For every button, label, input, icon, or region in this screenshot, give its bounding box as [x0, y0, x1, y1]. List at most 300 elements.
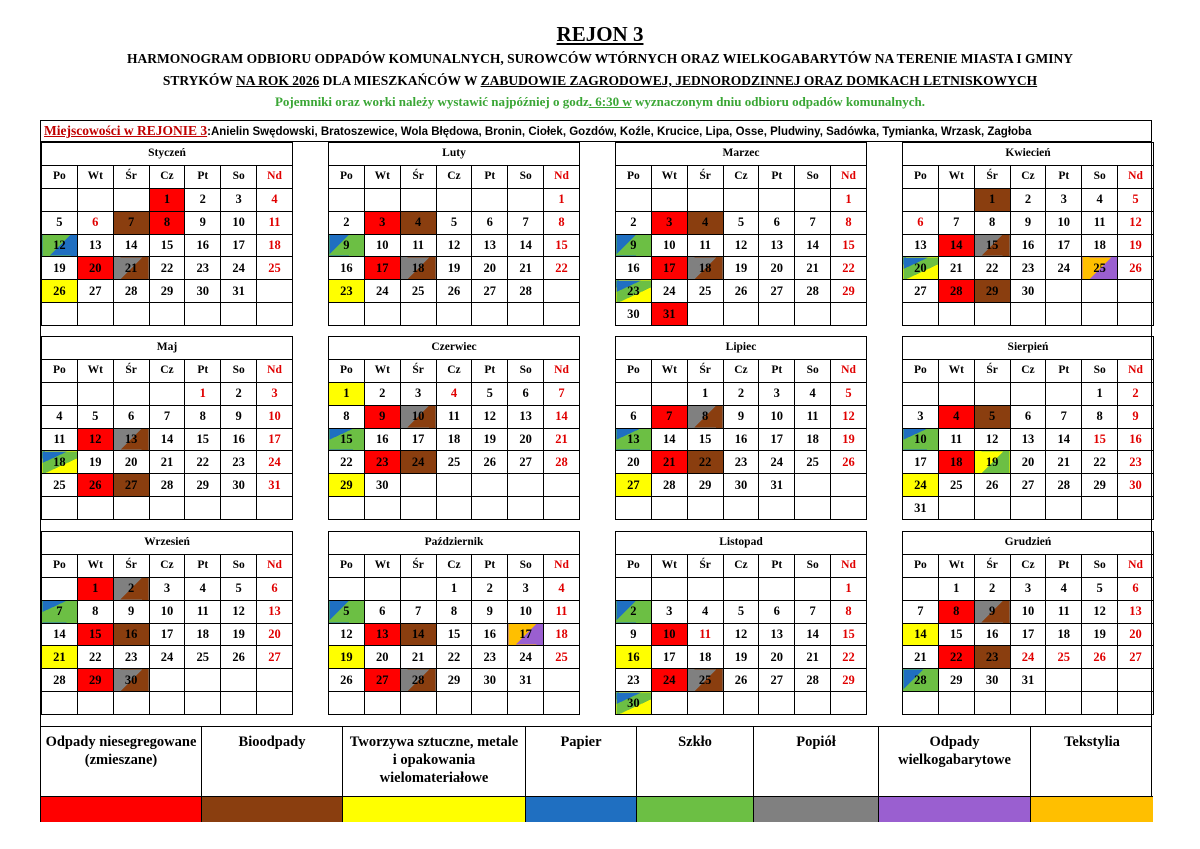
day-cell: 13	[903, 234, 939, 257]
day-cell: 10	[149, 600, 185, 623]
month-4	[41, 336, 293, 520]
day-cell: 23	[1010, 257, 1046, 280]
empty-day	[544, 669, 580, 692]
day-cell: 13	[1010, 428, 1046, 451]
day-cell: 2	[113, 577, 149, 600]
day-cell: 28	[903, 669, 939, 692]
weekday-header: Po	[42, 554, 78, 577]
day-cell: 3	[508, 577, 544, 600]
day-cell: 13	[508, 405, 544, 428]
day-cell: 17	[1010, 623, 1046, 646]
day-cell: 18	[938, 451, 974, 474]
weekday-header: Śr	[113, 359, 149, 382]
day-cell: 4	[42, 405, 78, 428]
weekday-header: Wt	[77, 554, 113, 577]
day-cell: 24	[400, 451, 436, 474]
day-cell: 4	[687, 211, 723, 234]
empty-day	[831, 474, 867, 497]
day-cell: 8	[1082, 405, 1118, 428]
weekday-header: Śr	[687, 554, 723, 577]
day-cell: 5	[974, 405, 1010, 428]
day-cell: 21	[903, 646, 939, 669]
day-cell: 15	[77, 623, 113, 646]
empty-day	[795, 303, 831, 326]
empty-day	[329, 497, 365, 520]
day-cell: 3	[1046, 188, 1082, 211]
weekday-header: Cz	[149, 165, 185, 188]
month-name: Sierpień	[903, 337, 1154, 360]
day-cell: 30	[221, 474, 257, 497]
month-name: Luty	[329, 143, 580, 166]
day-cell: 19	[472, 428, 508, 451]
day-cell: 19	[1082, 623, 1118, 646]
empty-day	[329, 692, 365, 715]
empty-day	[400, 692, 436, 715]
day-cell: 20	[508, 428, 544, 451]
day-cell: 25	[544, 646, 580, 669]
empty-day	[113, 188, 149, 211]
empty-day	[257, 669, 293, 692]
empty-day	[974, 303, 1010, 326]
day-cell: 26	[974, 474, 1010, 497]
day-cell: 6	[759, 600, 795, 623]
day-cell: 25	[42, 474, 78, 497]
day-cell: 12	[1082, 600, 1118, 623]
day-cell: 14	[651, 428, 687, 451]
empty-day	[400, 497, 436, 520]
day-cell: 27	[1010, 474, 1046, 497]
weekday-header: So	[221, 554, 257, 577]
day-cell: 25	[185, 646, 221, 669]
day-cell: 26	[42, 280, 78, 303]
day-cell: 21	[149, 451, 185, 474]
weekday-header: Po	[903, 165, 939, 188]
day-cell: 17	[759, 428, 795, 451]
empty-day	[185, 303, 221, 326]
day-cell: 2	[616, 600, 652, 623]
day-cell: 10	[651, 623, 687, 646]
day-cell: 3	[903, 405, 939, 428]
weekday-header: Wt	[364, 359, 400, 382]
day-cell: 24	[651, 280, 687, 303]
weekday-header: Śr	[974, 165, 1010, 188]
empty-day	[1082, 280, 1118, 303]
empty-day	[436, 303, 472, 326]
weekday-header: Pt	[1046, 359, 1082, 382]
day-cell: 29	[938, 669, 974, 692]
day-cell: 1	[938, 577, 974, 600]
day-cell: 29	[329, 474, 365, 497]
weekday-header: Nd	[257, 554, 293, 577]
day-cell: 7	[795, 600, 831, 623]
day-cell: 3	[651, 211, 687, 234]
day-cell: 7	[1046, 405, 1082, 428]
day-cell: 8	[687, 405, 723, 428]
day-cell: 31	[759, 474, 795, 497]
day-cell: 8	[77, 600, 113, 623]
legend-label: Popiół	[796, 734, 836, 750]
day-cell: 26	[723, 669, 759, 692]
day-cell: 25	[257, 257, 293, 280]
day-cell: 21	[508, 257, 544, 280]
day-cell: 10	[903, 428, 939, 451]
empty-day	[1082, 303, 1118, 326]
weekday-header: Śr	[974, 359, 1010, 382]
weekday-header: Wt	[364, 554, 400, 577]
day-cell: 9	[974, 600, 1010, 623]
month-name: Maj	[42, 337, 293, 360]
empty-day	[1118, 497, 1154, 520]
day-cell: 23	[364, 451, 400, 474]
day-cell: 21	[544, 428, 580, 451]
empty-day	[1118, 692, 1154, 715]
legend-label: Szkło	[678, 734, 712, 750]
day-cell: 13	[616, 428, 652, 451]
day-cell: 23	[221, 451, 257, 474]
day-cell: 9	[329, 234, 365, 257]
notice-text-a: Pojemniki oraz worki należy wystawić najpóźniej o godz	[274, 94, 589, 109]
weekday-header: So	[508, 554, 544, 577]
weekday-header: Cz	[1010, 165, 1046, 188]
day-cell: 22	[687, 451, 723, 474]
month-1	[328, 142, 580, 326]
weekday-header: Śr	[687, 165, 723, 188]
day-cell: 18	[1082, 234, 1118, 257]
day-cell: 15	[974, 234, 1010, 257]
empty-day	[1010, 382, 1046, 405]
empty-day	[436, 692, 472, 715]
weekday-header: Po	[42, 359, 78, 382]
day-cell: 17	[257, 428, 293, 451]
subtitle-line2a: STRYKÓW	[162, 73, 237, 88]
day-cell: 14	[508, 234, 544, 257]
legend-item	[526, 727, 637, 822]
empty-day	[436, 497, 472, 520]
weekday-header: So	[221, 359, 257, 382]
day-cell: 11	[185, 600, 221, 623]
weekday-header: Pt	[1046, 165, 1082, 188]
weekday-header: Wt	[651, 359, 687, 382]
day-cell: 20	[1118, 623, 1154, 646]
day-cell: 2	[472, 577, 508, 600]
day-cell: 5	[42, 211, 78, 234]
day-cell: 8	[974, 211, 1010, 234]
month-11	[902, 531, 1154, 715]
day-cell: 22	[544, 257, 580, 280]
day-cell: 28	[795, 280, 831, 303]
day-cell: 16	[723, 428, 759, 451]
day-cell: 14	[400, 623, 436, 646]
day-cell: 18	[795, 428, 831, 451]
day-cell: 17	[221, 234, 257, 257]
day-cell: 18	[1046, 623, 1082, 646]
day-cell: 10	[508, 600, 544, 623]
day-cell: 17	[651, 257, 687, 280]
day-cell: 24	[759, 451, 795, 474]
day-cell: 31	[257, 474, 293, 497]
empty-day	[42, 303, 78, 326]
day-cell: 28	[651, 474, 687, 497]
day-cell: 1	[1082, 382, 1118, 405]
day-cell: 6	[759, 211, 795, 234]
day-cell: 19	[77, 451, 113, 474]
day-cell: 13	[1118, 600, 1154, 623]
day-cell: 7	[113, 211, 149, 234]
day-cell: 25	[1046, 646, 1082, 669]
empty-day	[77, 188, 113, 211]
empty-day	[1118, 303, 1154, 326]
day-cell: 7	[544, 382, 580, 405]
day-cell: 18	[544, 623, 580, 646]
pickup-notice	[0, 93, 1200, 111]
day-cell: 4	[544, 577, 580, 600]
empty-day	[1046, 692, 1082, 715]
day-cell: 16	[185, 234, 221, 257]
weekday-header: Nd	[544, 554, 580, 577]
month-0	[41, 142, 293, 326]
day-cell: 12	[42, 234, 78, 257]
weekday-header: Nd	[831, 165, 867, 188]
legend-item	[754, 727, 879, 822]
day-cell: 31	[221, 280, 257, 303]
weekday-header: Nd	[831, 554, 867, 577]
legend-swatch	[526, 796, 636, 822]
day-cell: 17	[149, 623, 185, 646]
day-cell: 25	[436, 451, 472, 474]
day-cell: 11	[1082, 211, 1118, 234]
day-cell: 16	[472, 623, 508, 646]
legend-swatch	[202, 796, 342, 822]
legend-swatch	[754, 796, 878, 822]
weekday-header: So	[508, 165, 544, 188]
weekday-header: Cz	[149, 554, 185, 577]
day-cell: 25	[938, 474, 974, 497]
empty-day	[687, 497, 723, 520]
day-cell: 7	[508, 211, 544, 234]
subtitle-line1: HARMONOGRAM ODBIORU ODPADÓW KOMUNALNYCH, SUROWCÓW WTÓRNYCH ORAZ WIELKOGABARYTÓW NA TERENIE MIASTA I GMINY	[127, 51, 1073, 66]
empty-day	[221, 669, 257, 692]
legend-label: Tekstylia	[1064, 734, 1120, 750]
day-cell: 23	[1118, 451, 1154, 474]
empty-day	[1010, 303, 1046, 326]
day-cell: 15	[436, 623, 472, 646]
day-cell: 5	[329, 600, 365, 623]
day-cell: 29	[185, 474, 221, 497]
day-cell: 7	[42, 600, 78, 623]
month-6	[615, 336, 867, 520]
day-cell: 9	[364, 405, 400, 428]
day-cell: 6	[113, 405, 149, 428]
empty-day	[651, 497, 687, 520]
weekday-header: Po	[329, 359, 365, 382]
day-cell: 11	[42, 428, 78, 451]
day-cell: 26	[1118, 257, 1154, 280]
weekday-header: Po	[903, 554, 939, 577]
empty-day	[400, 577, 436, 600]
day-cell: 30	[974, 669, 1010, 692]
empty-day	[651, 382, 687, 405]
empty-day	[723, 303, 759, 326]
empty-day	[472, 303, 508, 326]
day-cell: 11	[687, 623, 723, 646]
weekday-header: Pt	[759, 554, 795, 577]
day-cell: 20	[759, 257, 795, 280]
empty-day	[185, 692, 221, 715]
weekday-header: Cz	[149, 359, 185, 382]
day-cell: 6	[616, 405, 652, 428]
day-cell: 7	[400, 600, 436, 623]
day-cell: 10	[364, 234, 400, 257]
day-cell: 22	[831, 646, 867, 669]
day-cell: 13	[77, 234, 113, 257]
weekday-header: So	[795, 359, 831, 382]
day-cell: 19	[723, 646, 759, 669]
day-cell: 22	[185, 451, 221, 474]
day-cell: 16	[616, 646, 652, 669]
legend-label: Odpady niesegregowane (zmieszane)	[45, 734, 197, 768]
day-cell: 27	[257, 646, 293, 669]
day-cell: 15	[185, 428, 221, 451]
day-cell: 23	[974, 646, 1010, 669]
weekday-header: Nd	[831, 359, 867, 382]
empty-day	[651, 188, 687, 211]
day-cell: 23	[616, 280, 652, 303]
day-cell: 30	[472, 669, 508, 692]
legend-label: Odpady wielkogabarytowe	[898, 734, 1011, 768]
day-cell: 28	[508, 280, 544, 303]
legend-item	[41, 727, 202, 822]
day-cell: 8	[329, 405, 365, 428]
day-cell: 23	[472, 646, 508, 669]
day-cell: 9	[616, 623, 652, 646]
day-cell: 1	[436, 577, 472, 600]
day-cell: 5	[472, 382, 508, 405]
day-cell: 30	[113, 669, 149, 692]
day-cell: 28	[42, 669, 78, 692]
day-cell: 5	[831, 382, 867, 405]
empty-day	[759, 577, 795, 600]
empty-day	[472, 188, 508, 211]
day-cell: 18	[257, 234, 293, 257]
empty-day	[329, 303, 365, 326]
day-cell: 14	[938, 234, 974, 257]
calendar-grid	[40, 142, 1152, 726]
day-cell: 27	[616, 474, 652, 497]
empty-day	[795, 188, 831, 211]
weekday-header: Cz	[723, 554, 759, 577]
day-cell: 15	[544, 234, 580, 257]
day-cell: 9	[113, 600, 149, 623]
empty-day	[400, 188, 436, 211]
day-cell: 5	[1082, 577, 1118, 600]
day-cell: 23	[113, 646, 149, 669]
weekday-header: So	[1082, 554, 1118, 577]
day-cell: 15	[687, 428, 723, 451]
day-cell: 13	[364, 623, 400, 646]
day-cell: 16	[974, 623, 1010, 646]
weekday-header: Wt	[938, 165, 974, 188]
day-cell: 26	[329, 669, 365, 692]
day-cell: 3	[221, 188, 257, 211]
day-cell: 13	[759, 623, 795, 646]
day-cell: 12	[221, 600, 257, 623]
empty-day	[723, 188, 759, 211]
day-cell: 5	[221, 577, 257, 600]
empty-day	[795, 577, 831, 600]
day-cell: 18	[42, 451, 78, 474]
day-cell: 30	[616, 692, 652, 715]
day-cell: 23	[329, 280, 365, 303]
day-cell: 20	[759, 646, 795, 669]
empty-day	[544, 474, 580, 497]
day-cell: 19	[436, 257, 472, 280]
empty-day	[221, 303, 257, 326]
weekday-header: Po	[616, 165, 652, 188]
day-cell: 14	[113, 234, 149, 257]
weekday-header: Śr	[113, 554, 149, 577]
day-cell: 3	[257, 382, 293, 405]
day-cell: 22	[974, 257, 1010, 280]
empty-day	[113, 497, 149, 520]
day-cell: 7	[903, 600, 939, 623]
empty-day	[257, 692, 293, 715]
day-cell: 24	[1010, 646, 1046, 669]
day-cell: 8	[831, 211, 867, 234]
day-cell: 20	[616, 451, 652, 474]
day-cell: 22	[77, 646, 113, 669]
legend-swatch	[343, 796, 525, 822]
day-cell: 30	[185, 280, 221, 303]
day-cell: 15	[149, 234, 185, 257]
day-cell: 8	[436, 600, 472, 623]
month-name: Marzec	[616, 143, 867, 166]
empty-day	[974, 382, 1010, 405]
empty-day	[759, 188, 795, 211]
empty-day	[974, 692, 1010, 715]
day-cell: 8	[831, 600, 867, 623]
day-cell: 27	[508, 451, 544, 474]
month-name: Czerwiec	[329, 337, 580, 360]
empty-day	[257, 303, 293, 326]
day-cell: 9	[616, 234, 652, 257]
day-cell: 18	[185, 623, 221, 646]
weekday-header: Nd	[1118, 554, 1154, 577]
empty-day	[508, 303, 544, 326]
day-cell: 12	[831, 405, 867, 428]
empty-day	[185, 497, 221, 520]
day-cell: 15	[938, 623, 974, 646]
empty-day	[149, 669, 185, 692]
empty-day	[329, 577, 365, 600]
day-cell: 2	[1118, 382, 1154, 405]
day-cell: 26	[1082, 646, 1118, 669]
day-cell: 9	[472, 600, 508, 623]
empty-day	[77, 497, 113, 520]
day-cell: 5	[77, 405, 113, 428]
empty-day	[795, 692, 831, 715]
day-cell: 15	[831, 623, 867, 646]
day-cell: 26	[436, 280, 472, 303]
legend-item	[879, 727, 1031, 822]
weekday-header: So	[1082, 165, 1118, 188]
empty-day	[149, 497, 185, 520]
weekday-header: Śr	[687, 359, 723, 382]
day-cell: 19	[221, 623, 257, 646]
day-cell: 6	[1010, 405, 1046, 428]
day-cell: 20	[364, 646, 400, 669]
day-cell: 10	[221, 211, 257, 234]
empty-day	[42, 188, 78, 211]
